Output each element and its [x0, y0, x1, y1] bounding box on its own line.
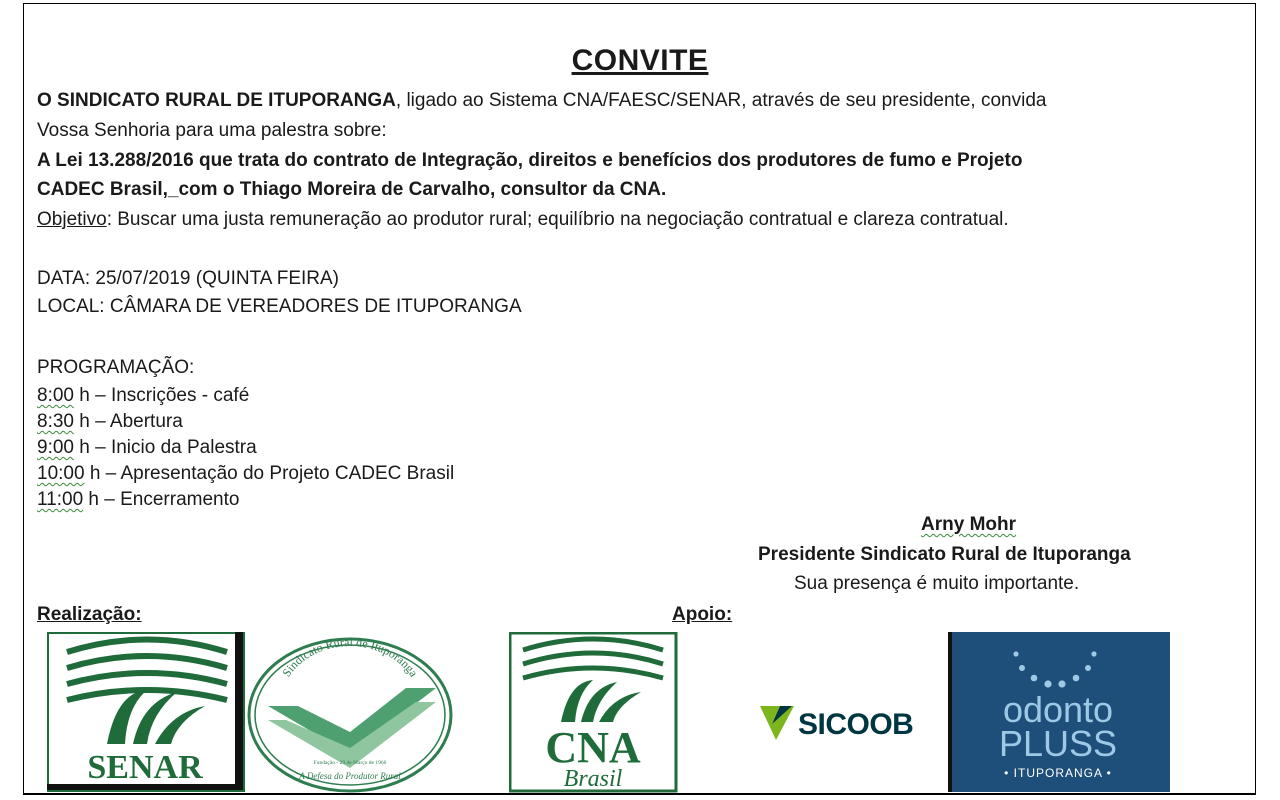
event-location: LOCAL: CÂMARA DE VEREADORES DE ITUPORANGA	[37, 296, 522, 317]
program-time: 9:00	[37, 437, 74, 458]
cna-logo-subtext: Brasil	[563, 766, 623, 792]
program-time: 8:30	[37, 411, 74, 432]
seal-motto-text: A Defesa do Produtor Rural	[299, 771, 401, 781]
senar-logo	[47, 632, 247, 792]
senar-logo-text: SENAR	[87, 749, 203, 786]
cna-logo	[509, 632, 679, 794]
organization-name: O SINDICATO RURAL DE ITUPORANGA	[37, 90, 396, 111]
program-heading: PROGRAMAÇÃO:	[37, 357, 195, 378]
event-date: DATA: 25/07/2019 (QUINTA FEIRA)	[37, 268, 339, 289]
topic-line-1: A Lei 13.288/2016 que trata do contrato de Integração, direitos e benefícios dos produtores de fumo e Projeto	[37, 150, 1023, 171]
seal-foundation-text: Fundação - 29 de Março de 1966	[313, 760, 387, 766]
odonto-logo-line2: PLUSS	[998, 723, 1118, 764]
cna-logo-text: CNA	[545, 723, 641, 772]
objective-text: : Buscar uma justa remuneração ao produtor rural; equilíbrio na negociação contratual e clareza contratual.	[106, 209, 1009, 230]
signature-role: Presidente Sindicato Rural de Ituporanga	[758, 544, 1131, 565]
page-title: CONVITE	[571, 44, 709, 77]
odonto-pluss-logo	[948, 632, 1170, 792]
seal-arc-text: Sindicato Rural de Ituporanga	[279, 636, 421, 680]
program-item	[37, 383, 249, 409]
intro-line-1	[37, 88, 1046, 114]
sicoob-logo	[758, 702, 922, 742]
realizacao-label: Realização:	[37, 604, 142, 625]
program-time: 10:00	[37, 463, 85, 484]
sicoob-logo-text: SICOOB	[798, 708, 914, 741]
signature-note: Sua presença é muito importante.	[794, 573, 1080, 594]
program-desc: h – Inicio da Palestra	[73, 437, 257, 458]
odonto-logo-line3: • ITUPORANGA •	[1004, 766, 1112, 780]
program-item	[37, 487, 239, 513]
program-item	[37, 461, 454, 487]
program-desc: h – Abertura	[73, 411, 183, 432]
objective-line	[37, 207, 1009, 233]
intro-line-2: Vossa Senhoria para uma palestra sobre:	[37, 120, 387, 141]
program-time: 11:00	[37, 489, 84, 510]
apoio-label: Apoio:	[672, 604, 733, 625]
sindicato-seal-logo	[246, 636, 454, 794]
program-time: 8:00	[37, 385, 74, 406]
objective-label: Objetivo	[37, 209, 107, 230]
intro-text: , ligado ao Sistema CNA/FAESC/SENAR, através de seu presidente, convida	[395, 90, 1047, 111]
program-item	[37, 409, 183, 435]
topic-line-2: CADEC Brasil,_com o Thiago Moreira de Carvalho, consultor da CNA.	[37, 179, 667, 200]
signature-name: Arny Mohr	[921, 514, 1016, 535]
program-desc: h – Encerramento	[83, 489, 240, 510]
program-desc: h – Apresentação do Projeto CADEC Brasil	[84, 463, 455, 484]
program-desc: h – Inscrições - café	[73, 385, 250, 406]
odonto-logo-line1: odonto	[1002, 689, 1114, 730]
program-item	[37, 435, 257, 461]
